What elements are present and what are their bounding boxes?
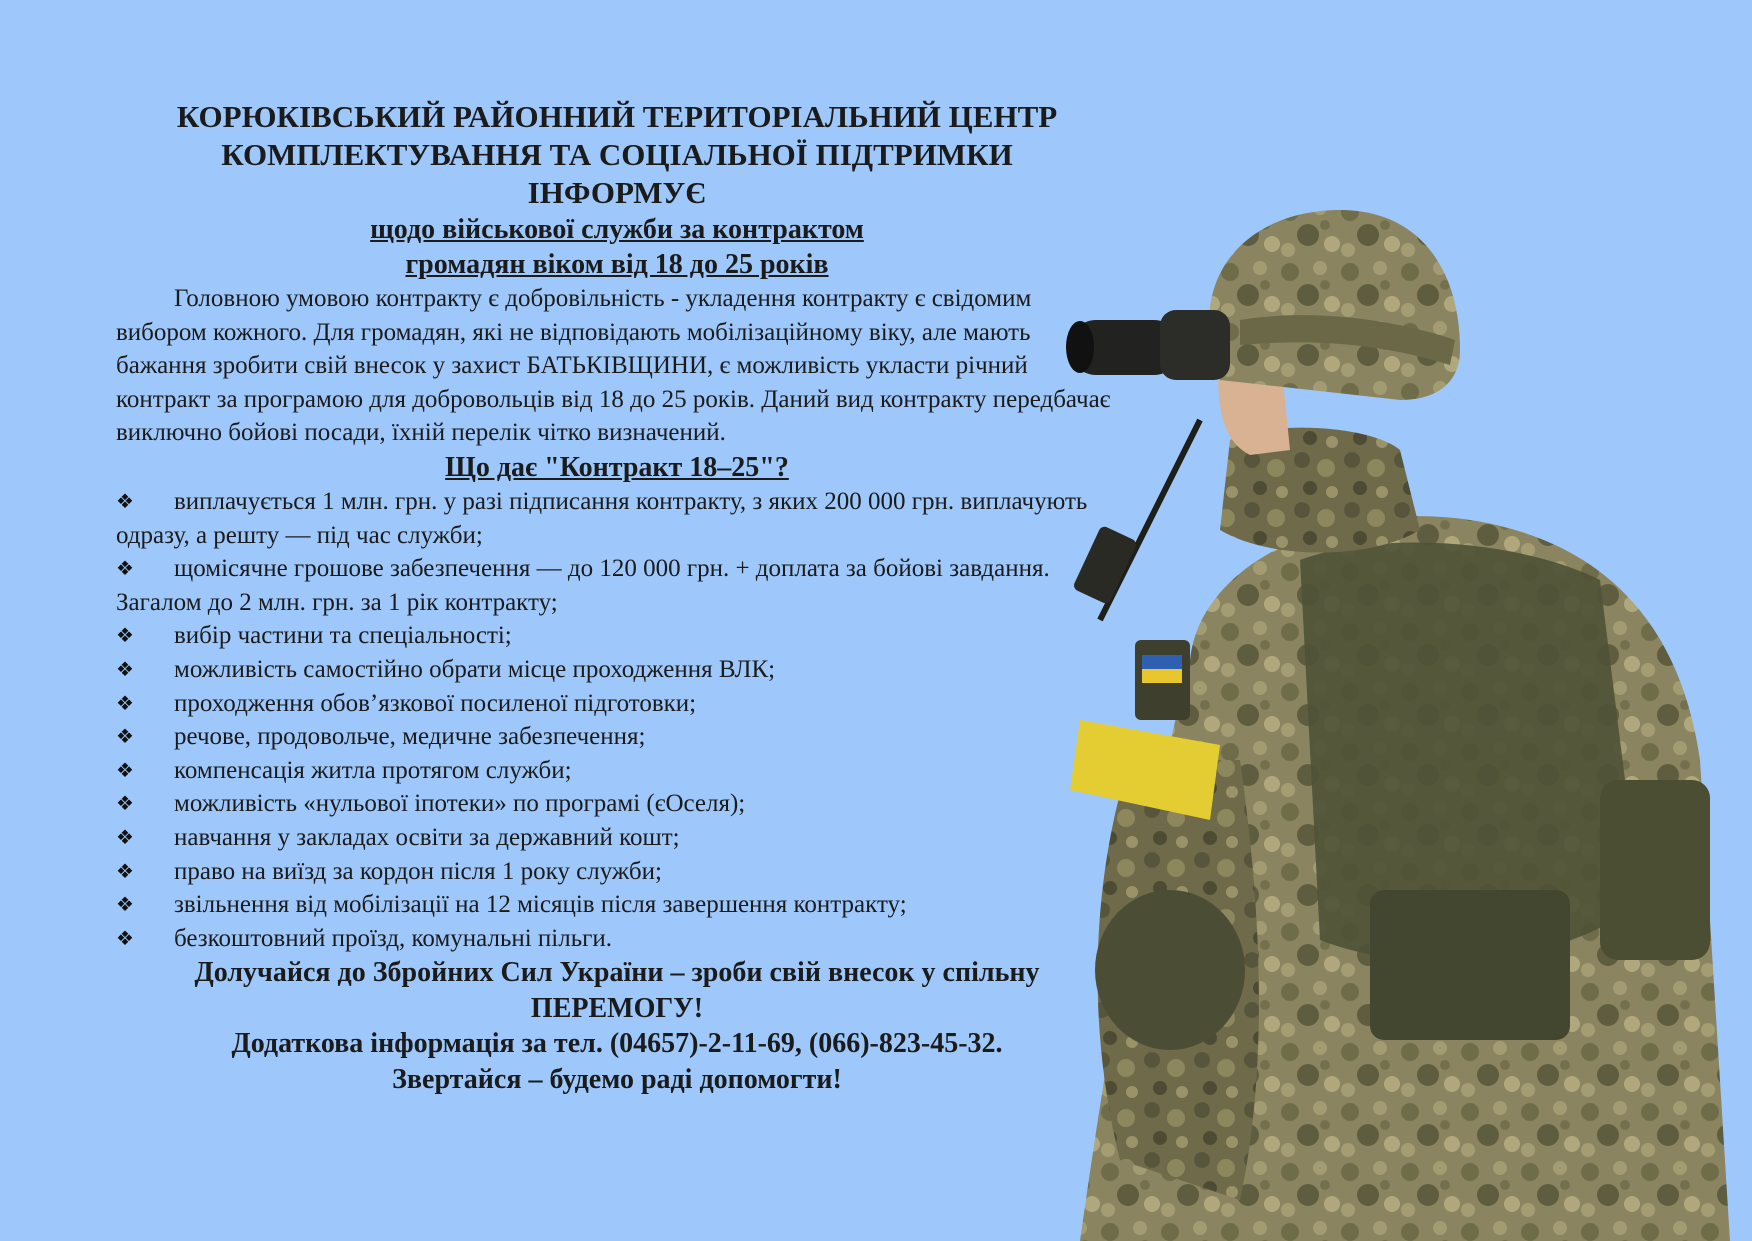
list-item: ❖ можливість «нульової іпотеки» по програмі (єОселя); <box>116 787 1118 821</box>
diamond-bullet-icon: ❖ <box>116 724 134 749</box>
call-to-action-line-2: ПЕРЕМОГУ! <box>530 992 704 1024</box>
diamond-bullet-icon: ❖ <box>116 757 134 782</box>
diamond-bullet-icon: ❖ <box>116 488 134 513</box>
diamond-bullet-icon: ❖ <box>116 925 134 950</box>
subtitle-line-2: громадян віком від 18 до 25 років <box>405 249 829 280</box>
helmet <box>1209 210 1460 400</box>
closing-line: Звертайся – будемо раді допомогти! <box>392 1063 842 1095</box>
list-item: ❖ проходження обов’язкової посиленої підготовки; <box>116 687 1118 721</box>
diamond-bullet-icon: ❖ <box>116 824 134 849</box>
list-item: ❖ щомісячне грошове забезпечення — до 120 000 грн. + доплата за бойові завдання. Загалом до 2 млн. грн. за 1 рік контракту; <box>116 552 1118 619</box>
list-item: ❖ звільнення від мобілізації на 12 місяців після завершення контракту; <box>116 888 1118 922</box>
title-line-1: КОРЮКІВСЬКИЙ РАЙОННИЙ ТЕРИТОРІАЛЬНИЙ ЦЕНТР <box>176 99 1058 134</box>
soldier-with-binoculars-illustration <box>1040 200 1752 1241</box>
benefits-list <box>116 485 1118 955</box>
diamond-bullet-icon: ❖ <box>116 656 134 681</box>
text-column <box>116 98 1118 1097</box>
intro-paragraph: Головною умовою контракту є добровільність - укладення контракту є свідомим вибором кожного. Для громадян, які не відповідають мобілізаційному віку, але мають бажання зробити свій внесок у захист БАТЬКІВЩИНИ, є можливість укласти річний контракт за програмою для добровольців від 18 до 25 років. Даний вид контракту передбачає виключно бойові посади, їхній перелік чітко визначений. <box>116 285 1111 447</box>
list-item: ❖ вибір частини та спеціальності; <box>116 619 1118 653</box>
title-line-3: ІНФОРМУЄ <box>527 175 707 210</box>
call-to-action-line-1: Долучайся до Збройних Сил України – зроби свій внесок у спільну <box>194 957 1040 989</box>
list-item: ❖ навчання у закладах освіти за державний кошт; <box>116 821 1118 855</box>
list-item: ❖ безкоштовний проїзд, комунальні пільги. <box>116 922 1118 956</box>
pouch <box>1370 890 1570 1040</box>
diamond-bullet-icon: ❖ <box>116 690 134 715</box>
diamond-bullet-icon: ❖ <box>116 892 134 917</box>
diamond-bullet-icon: ❖ <box>116 556 134 581</box>
diamond-bullet-icon: ❖ <box>116 791 134 816</box>
title-line-2: КОМПЛЕКТУВАННЯ ТА СОЦІАЛЬНОЇ ПІДТРИМКИ <box>221 137 1013 172</box>
list-item: ❖ можливість самостійно обрати місце проходження ВЛК; <box>116 653 1118 687</box>
diamond-bullet-icon: ❖ <box>116 623 134 648</box>
list-item: ❖ право на виїзд за кордон після 1 року служби; <box>116 855 1118 889</box>
pouch <box>1600 780 1710 960</box>
contact-phone-line: Додаткова інформація за тел. (04657)-2-11-69, (066)-823-45-32. <box>231 1028 1003 1060</box>
benefits-title: Що дає "Контракт 18–25"? <box>445 451 789 483</box>
list-item: ❖ речове, продовольче, медичне забезпечення; <box>116 720 1118 754</box>
subtitle-line-1: щодо військової служби за контрактом <box>370 214 864 245</box>
diamond-bullet-icon: ❖ <box>116 858 134 883</box>
list-item: ❖ виплачується 1 млн. грн. у разі підписання контракту, з яких 200 000 грн. виплачують одразу, а решту — під час служби; <box>116 485 1118 552</box>
list-item: ❖ компенсація житла протягом служби; <box>116 754 1118 788</box>
